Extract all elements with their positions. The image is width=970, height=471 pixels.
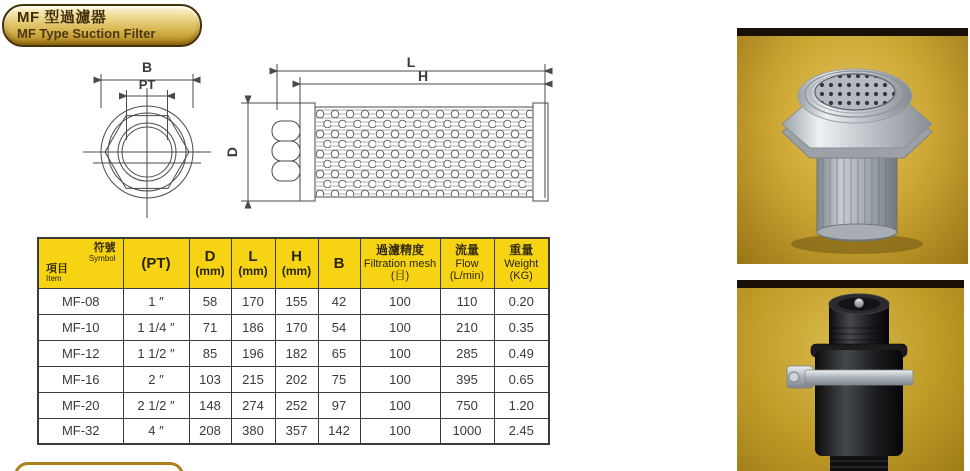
cell-flow: 110 [440, 288, 494, 314]
side-view [241, 64, 548, 201]
cell-mesh: 100 [360, 392, 440, 418]
cell-weight: 0.20 [494, 288, 549, 314]
cell-b: 75 [318, 366, 360, 392]
dimension-label-h: H [417, 68, 429, 84]
cell-mesh: 100 [360, 418, 440, 444]
cell-h: 182 [275, 340, 318, 366]
cell-d: 71 [189, 314, 231, 340]
cell-h: 202 [275, 366, 318, 392]
cell-model: MF-16 [38, 366, 123, 392]
table-row [38, 366, 549, 392]
cell-d: 208 [189, 418, 231, 444]
cell-mesh: 100 [360, 366, 440, 392]
dimension-label-d: D [224, 146, 240, 158]
header-corner-cell [38, 238, 123, 288]
technical-drawing [55, 48, 570, 233]
table-header-row [38, 238, 549, 288]
cell-model: MF-20 [38, 392, 123, 418]
cell-weight: 2.45 [494, 418, 549, 444]
cell-l: 274 [231, 392, 275, 418]
black-filter-illustration [737, 288, 964, 471]
cell-model: MF-10 [38, 314, 123, 340]
cell-h: 155 [275, 288, 318, 314]
cell-model: MF-32 [38, 418, 123, 444]
cell-flow: 285 [440, 340, 494, 366]
table-row [38, 418, 549, 444]
front-view [83, 74, 211, 218]
bottom-badge-partial [14, 462, 184, 471]
header-symbol: 符號 Symbol [88, 242, 116, 263]
header-weight: 重量 Weight (KG) [494, 238, 549, 288]
cell-flow: 210 [440, 314, 494, 340]
cell-pt: 2 1/2 ″ [123, 392, 189, 418]
cell-d: 58 [189, 288, 231, 314]
page-title-en: MF Type Suction Filter [17, 26, 156, 41]
cell-weight: 0.35 [494, 314, 549, 340]
header-item: 項目 Item [46, 262, 68, 284]
cell-d: 148 [189, 392, 231, 418]
cell-b: 54 [318, 314, 360, 340]
cell-h: 357 [275, 418, 318, 444]
table-row [38, 392, 549, 418]
cell-flow: 750 [440, 392, 494, 418]
product-photo-metal-filter [737, 28, 968, 264]
header-d: D (mm) [189, 238, 231, 288]
cell-b: 142 [318, 418, 360, 444]
cell-pt: 1 1/2 ″ [123, 340, 189, 366]
cell-flow: 1000 [440, 418, 494, 444]
cell-model: MF-12 [38, 340, 123, 366]
cell-model: MF-08 [38, 288, 123, 314]
header-l: L (mm) [231, 238, 275, 288]
header-flow: 流量 Flow (L/min) [440, 238, 494, 288]
cell-l: 196 [231, 340, 275, 366]
product-photo-black-filter [737, 280, 964, 471]
cell-b: 97 [318, 392, 360, 418]
cell-pt: 4 ″ [123, 418, 189, 444]
dimension-label-l: L [406, 54, 416, 70]
cell-l: 186 [231, 314, 275, 340]
cell-l: 380 [231, 418, 275, 444]
cell-pt: 1 1/4 ″ [123, 314, 189, 340]
header-h: H (mm) [275, 238, 318, 288]
cell-b: 42 [318, 288, 360, 314]
photo-frame-bar [737, 28, 968, 36]
photo-frame-bar [737, 280, 964, 288]
cell-mesh: 100 [360, 288, 440, 314]
cell-l: 170 [231, 288, 275, 314]
cell-d: 103 [189, 366, 231, 392]
cell-pt: 1 ″ [123, 288, 189, 314]
cell-h: 170 [275, 314, 318, 340]
dimension-label-pt: PT [138, 77, 156, 92]
table-row [38, 288, 549, 314]
page-title-zh: MF 型過濾器 [17, 9, 107, 26]
cell-d: 85 [189, 340, 231, 366]
cell-l: 215 [231, 366, 275, 392]
cell-b: 65 [318, 340, 360, 366]
metal-filter-illustration [737, 36, 968, 264]
title-badge [2, 4, 202, 47]
cell-h: 252 [275, 392, 318, 418]
cell-weight: 0.65 [494, 366, 549, 392]
header-b: B [318, 238, 360, 288]
table-row [38, 314, 549, 340]
dimension-label-b: B [141, 59, 153, 75]
cell-mesh: 100 [360, 340, 440, 366]
header-mesh: 過濾精度 Filtration mesh (目) [360, 238, 440, 288]
header-pt: (PT) [123, 238, 189, 288]
table-row [38, 340, 549, 366]
cell-flow: 395 [440, 366, 494, 392]
cell-pt: 2 ″ [123, 366, 189, 392]
cell-weight: 1.20 [494, 392, 549, 418]
cell-mesh: 100 [360, 314, 440, 340]
cell-weight: 0.49 [494, 340, 549, 366]
spec-table [37, 237, 550, 445]
